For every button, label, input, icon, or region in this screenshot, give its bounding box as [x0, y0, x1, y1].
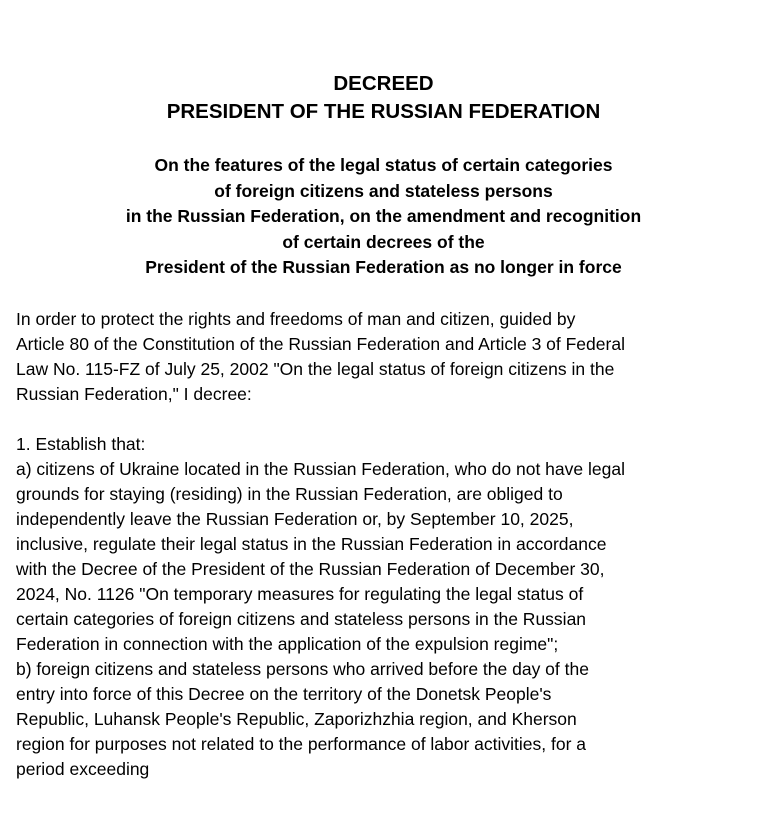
preamble-line: Russian Federation," I decree:: [16, 383, 252, 404]
clause-1-line: Republic, Luhansk People's Republic, Zaporizhzhia region, and Kherson: [16, 708, 577, 729]
decree-document: [16, 70, 751, 782]
clause-1-line: a) citizens of Ukraine located in the Russian Federation, who do not have legal: [16, 458, 625, 479]
title-line-president: PRESIDENT OF THE RUSSIAN FEDERATION: [166, 100, 601, 123]
clause-1-line: certain categories of foreign citizens and stateless persons in the Russian: [16, 608, 587, 629]
clause-1-line: grounds for staying (residing) in the Russian Federation, are obliged to: [16, 483, 563, 504]
clause-1: [16, 432, 751, 782]
subject-line: On the features of the legal status of certain categories: [154, 155, 613, 175]
subject-line: of foreign citizens and stateless persons: [214, 180, 553, 201]
clause-1-line: 2024, No. 1126 "On temporary measures for regulating the legal status of: [16, 583, 584, 604]
title-line-decreed: DECREED: [333, 72, 434, 95]
clause-1-line: entry into force of this Decree on the territory of the Donetsk People's: [16, 683, 552, 704]
clause-1-line: region for purposes not related to the performance of labor activities, for a: [16, 733, 587, 754]
preamble-paragraph: [16, 307, 751, 407]
clause-1-line: Federation in connection with the application of the expulsion regime";: [16, 633, 559, 654]
clause-1-line: independently leave the Russian Federation or, by September 10, 2025,: [16, 508, 574, 529]
clause-1-line: inclusive, regulate their legal status in the Russian Federation in accordance: [16, 533, 607, 554]
subject-line: President of the Russian Federation as no longer in force: [145, 257, 622, 277]
preamble-line: In order to protect the rights and freedoms of man and citizen, guided by: [16, 308, 576, 329]
subject-line: of certain decrees of the: [282, 231, 485, 252]
decree-subject: [16, 153, 751, 281]
subject-line: in the Russian Federation, on the amendment and recognition: [125, 206, 642, 226]
clause-1-line: period exceeding: [16, 758, 150, 779]
clause-1-line: with the Decree of the President of the Russian Federation of December 30,: [16, 558, 605, 579]
clause-1-heading: 1. Establish that:: [16, 433, 146, 454]
preamble-line: Article 80 of the Constitution of the Russian Federation and Article 3 of Federal: [16, 333, 625, 354]
clause-1-line: b) foreign citizens and stateless persons who arrived before the day of the: [16, 658, 589, 679]
decree-title: [16, 70, 751, 126]
preamble-line: Law No. 115-FZ of July 25, 2002 "On the legal status of foreign citizens in the: [16, 358, 615, 379]
paragraph-spacer: [16, 407, 751, 432]
